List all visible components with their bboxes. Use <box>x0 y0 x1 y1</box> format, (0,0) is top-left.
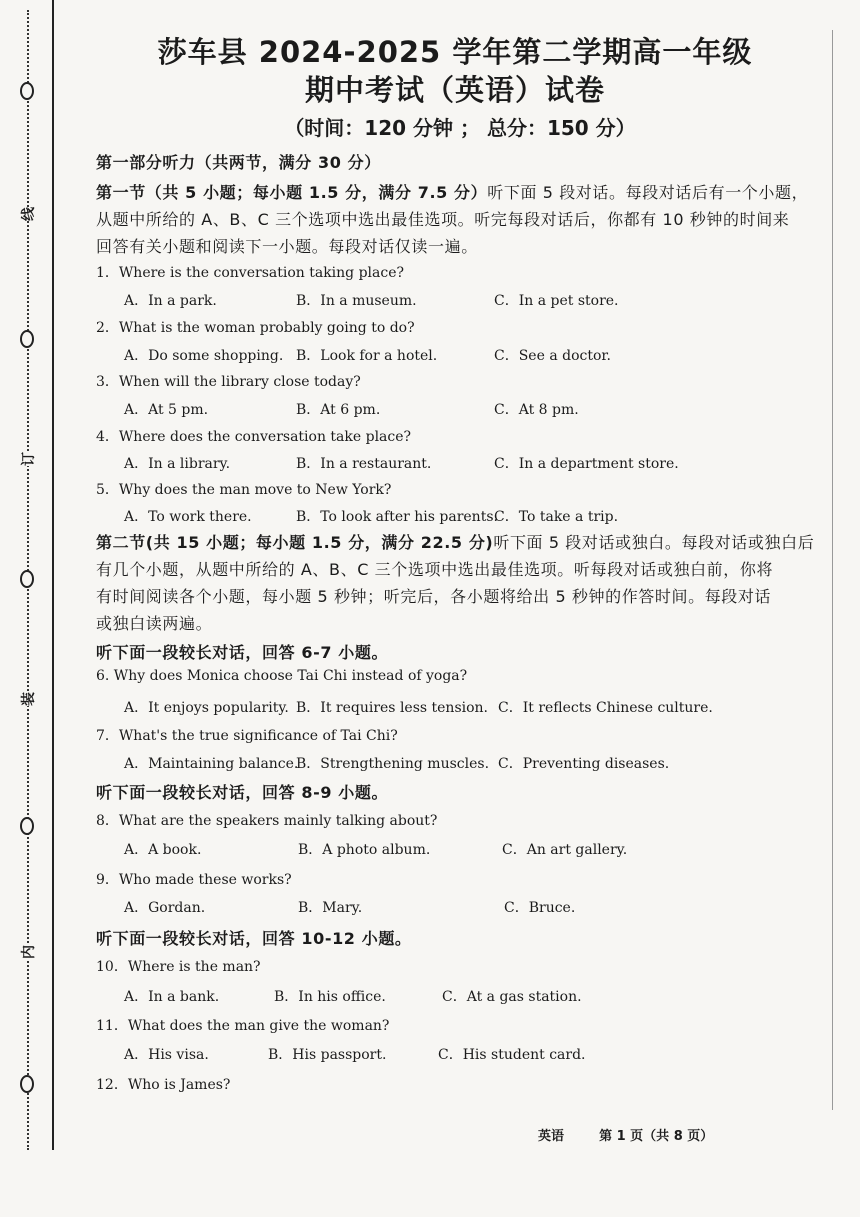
option-c: C．Bruce. <box>504 900 576 916</box>
question-1-options <box>124 290 824 310</box>
option-c: C．See a doctor. <box>494 348 612 364</box>
page-footer <box>538 1125 713 1144</box>
question-6-stem: 6. Why does Monica choose Tai Chi instead of yoga? <box>96 668 468 684</box>
question-10-stem: 10．Where is the man? <box>96 959 261 975</box>
option-a: A．In a park. <box>124 293 217 309</box>
option-b: B．At 6 pm. <box>296 402 381 418</box>
section1-instruction-line1: 第一节（共 5 小题；每小题 1.5 分，满分 7.5 分）听下面 5 段对话。每段对话后有一个小题， <box>96 183 809 202</box>
option-a: A．A book. <box>124 842 202 858</box>
question-9-options <box>124 897 824 917</box>
option-c: C．In a department store. <box>494 456 679 472</box>
binding-hole-icon <box>20 570 34 588</box>
option-c: C．To take a trip. <box>494 509 619 525</box>
dialog-instruction-10-12: 听下面一段较长对话，回答 10-12 小题。 <box>96 929 412 948</box>
option-b: B．A photo album. <box>298 842 431 858</box>
section1-instruction-line2: 从题中所给的 A、B、C 三个选项中选出最佳选项。听完每段对话后，你都有 10 秒钟的时间来 <box>96 210 790 229</box>
question-5-stem: 5．Why does the man move to New York? <box>96 482 392 498</box>
question-7-stem: 7．What's the true significance of Tai Chi? <box>96 728 398 744</box>
question-6-options <box>124 697 824 717</box>
question-2-stem: 2．What is the woman probably going to do? <box>96 320 415 336</box>
footer-subject: 英语 <box>538 1129 565 1144</box>
question-3-stem: 3．When will the library close today? <box>96 374 361 390</box>
option-a: A．In a library. <box>124 456 231 472</box>
section2-instruction-line3: 有时间阅读各个小题，每小题 5 秒钟；听完后，各小题将给出 5 秒钟的作答时间。每段对话 <box>96 587 772 606</box>
question-1-stem: 1．Where is the conversation taking place? <box>96 265 404 281</box>
option-a: A．His visa. <box>124 1047 209 1063</box>
right-margin-line <box>832 30 833 1110</box>
question-4-stem: 4．Where does the conversation take place? <box>96 429 412 445</box>
question-8-stem: 8．What are the speakers mainly talking about? <box>96 813 438 829</box>
section1-instruction-line3: 回答有关小题和阅读下一小题。每段对话仅读一遍。 <box>96 237 478 256</box>
gutter-char-zhuang: 装 <box>21 692 37 706</box>
exam-title-line1: 莎车县 2024-2025 学年第二学期高一年级 <box>157 35 753 69</box>
option-b: B．To look after his parents. <box>296 509 498 525</box>
question-11-options <box>124 1044 824 1064</box>
option-a: A．At 5 pm. <box>124 402 209 418</box>
question-2-options <box>124 345 824 365</box>
margin-line <box>52 0 54 1150</box>
exam-time-and-score: （时间：120 分钟 ； 总分：150 分） <box>284 116 636 140</box>
question-8-options <box>124 839 824 859</box>
gutter-char-nei: 内 <box>21 945 37 959</box>
option-b: B．In his office. <box>274 989 386 1005</box>
option-c: C．At a gas station. <box>442 989 582 1005</box>
option-b: B．In a restaurant. <box>296 456 432 472</box>
option-a: A．It enjoys popularity. <box>124 700 289 716</box>
option-c: C．His student card. <box>438 1047 586 1063</box>
option-a: A．In a bank. <box>124 989 220 1005</box>
option-c: C．Preventing diseases. <box>498 756 670 772</box>
gutter-char-ding: 订 <box>21 452 37 466</box>
binding-hole-icon <box>20 330 34 348</box>
binding-hole-icon <box>20 817 34 835</box>
section2-instruction-line4: 或独白读两遍。 <box>96 614 213 633</box>
option-a: A．Do some shopping. <box>124 348 284 364</box>
question-9-stem: 9．Who made these works? <box>96 872 292 888</box>
option-c: C．It reflects Chinese culture. <box>498 700 713 716</box>
option-b: B．Strengthening muscles. <box>296 756 490 772</box>
question-7-options <box>124 753 824 773</box>
binding-hole-icon <box>20 1075 34 1093</box>
question-5-options <box>124 506 824 526</box>
section2-instruction-line1: 第二节(共 15 小题；每小题 1.5 分，满分 22.5 分)听下面 5 段对话或独白。每段对话或独白后 <box>96 533 815 552</box>
binding-hole-icon <box>20 82 34 100</box>
question-11-stem: 11．What does the man give the woman? <box>96 1018 390 1034</box>
dialog-instruction-8-9: 听下面一段较长对话，回答 8-9 小题。 <box>96 783 389 802</box>
option-a: A．Gordan. <box>124 900 206 916</box>
option-b: B．It requires less tension. <box>296 700 489 716</box>
binding-gutter <box>0 0 70 1217</box>
question-4-options <box>124 453 824 473</box>
option-a: A．To work there. <box>124 509 252 525</box>
option-c: C．In a pet store. <box>494 293 619 309</box>
option-b: B．Mary. <box>298 900 363 916</box>
part1-heading: 第一部分听力（共两节，满分 30 分） <box>96 153 381 172</box>
question-10-options <box>124 986 824 1006</box>
option-b: B．In a museum. <box>296 293 417 309</box>
exam-title-line2: 期中考试（英语）试卷 <box>304 73 605 107</box>
option-b: B．Look for a hotel. <box>296 348 438 364</box>
option-a: A．Maintaining balance. <box>124 756 299 772</box>
gutter-char-xian: 线 <box>21 207 37 221</box>
dialog-instruction-6-7: 听下面一段较长对话，回答 6-7 小题。 <box>96 643 389 662</box>
section2-instruction-line2: 有几个小题，从题中所给的 A、B、C 三个选项中选出最佳选项。听每段对话或独白前，你将 <box>96 560 774 579</box>
option-c: C．At 8 pm. <box>494 402 579 418</box>
question-3-options <box>124 399 824 419</box>
option-b: B．His passport. <box>268 1047 387 1063</box>
question-12-stem: 12．Who is James? <box>96 1077 231 1093</box>
footer-page-number: 第 1 页（共 8 页） <box>599 1129 714 1144</box>
option-c: C．An art gallery. <box>502 842 628 858</box>
